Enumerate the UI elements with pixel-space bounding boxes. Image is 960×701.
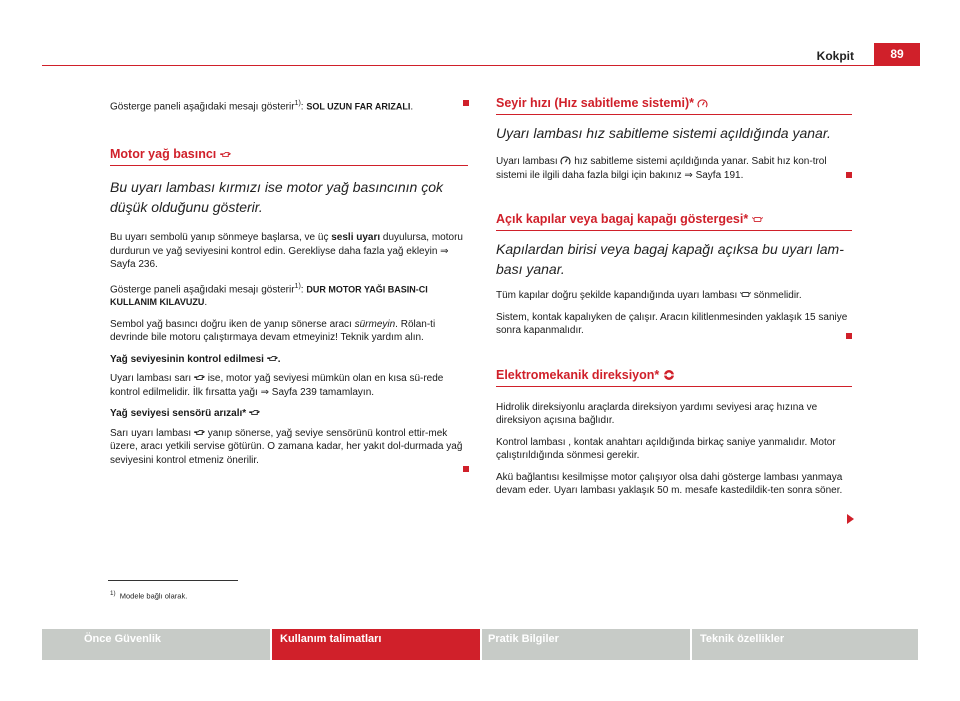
intro-paragraph: Gösterge paneli aşağıdaki mesajı gösterir$^{1)}$: SOL UZUN FAR ARIZALI. [110, 100, 414, 113]
oil-paragraph-3: Sembol yağ basıncı doğru iken de yanıp sönerse aracı sürmeyin. Rölan-ti devrinde bile motoru çalıştırmaya devam etmeyiniz! Teknik yardım alın. [110, 318, 436, 344]
tab-operating-instructions[interactable]: Kullanım talimatları [272, 629, 480, 660]
cruise-paragraph: Uyarı lambası hız sabitleme sistemi açıldığında yanar. Sabit hız kon-trol sistemi ile ilgili daha fazla bilgi için bakınız ⇒ Sayfa 191. [496, 156, 827, 181]
heading-oil-level: Yağ seviyesinin kontrol edilmesi . [110, 353, 281, 365]
cruise-control-icon [560, 156, 571, 165]
oil-can-icon [220, 150, 231, 159]
oil-can-icon [194, 428, 205, 437]
open-door-icon [752, 215, 763, 224]
oil-section [110, 147, 468, 166]
section-title-cruise: Seyir hızı (Hız sabitleme sistemi)* [496, 96, 852, 115]
heading-oil-sensor: Yağ seviyesi sensörü arızalı* [110, 407, 468, 421]
footnote: $^{1)}$ Modele bağlı olarak. [110, 590, 188, 601]
section-subtitle-doors: Kapılardan birisi veya bagaj kapağı açıksa bu uyarı lam-bası yanar. [496, 241, 844, 277]
section-subtitle-oil: Bu uyarı lambası kırmızı ise motor yağ basıncının çok düşük olduğunu gösterir. [110, 179, 444, 215]
section-title-steering: Elektromekanik direksiyon* [496, 368, 852, 387]
tab-practical-info[interactable]: Pratik Bilgiler [482, 629, 690, 660]
section-subtitle-cruise: Uyarı lambası hız sabitleme sistemi açıldığında yanar. [496, 125, 831, 141]
doors-paragraph-2: Sistem, kontak kapalıyken de çalışır. Aracın kilitlenmesinden yaklaşık 15 saniye sonra kapanmalıdır. [496, 311, 848, 336]
open-door-icon [740, 290, 751, 299]
oil-can-icon [267, 354, 278, 363]
oil-body [110, 177, 468, 467]
oil-paragraph-4: Uyarı lambası sarı ise, motor yağ seviyesi mümkün olan en kısa sü-rede kontrol edilmelidir. İlk fırsatta yağı ⇒ Sayfa 239 tamamlayın. [110, 373, 444, 398]
oil-paragraph-5: Sarı uyarı lambası yanıp sönerse, yağ seviye sensörünü kontrol ettir-mek üzere, aracı yetkili servise götürün. O zamana kadar, her yakıt dol-durmada yağ seviyesini kontrol etmeniz önerilir. [110, 427, 463, 466]
page-number-badge: 89 [874, 43, 920, 65]
continue-arrow-icon [847, 514, 854, 524]
display-message: SOL UZUN FAR ARIZALI [306, 101, 411, 112]
oil-paragraph-1: Bu uyarı sembolü yanıp sönmeye başlarsa, ve üç sesli uyarı duyulursa, motoru durdurun ve yağ seviyesini kontrol edin. Gerekliyse daha fazla yağ ekleyin ⇒ Sayfa 236. [110, 232, 463, 270]
left-column [110, 97, 462, 114]
oil-paragraph-2: Gösterge paneli aşağıdaki mesajı gösterir$^{1)}$: DUR MOTOR YAĞI BASIN-CI KULLANIM KILAVUZU. [110, 282, 428, 309]
footnote-rule [108, 580, 238, 581]
display-message-stop: DUR MOTOR YAĞI BASIN-CI KULLANIM KILAVUZU [110, 283, 428, 308]
steering-paragraph-2: Kontrol lambası , kontak anahtarı açıldığında birkaç saniye yanmalıdır. Motor çalıştırıldığında sönmesi gerekir. [496, 436, 836, 461]
steering-paragraph-1: Hidrolik direksiyonlu araçlarda direksiyon yardımı seviyesi araç hızına ve direksiyon açısına bağlıdır. [496, 401, 818, 426]
tab-safety[interactable]: Önce Güvenlik [42, 629, 270, 660]
end-square-icon [463, 466, 469, 472]
oil-can-icon [249, 408, 260, 417]
oil-can-icon [194, 373, 205, 382]
header-rule [42, 65, 920, 66]
section-title-doors: Açık kapılar veya bagaj kapağı göstergesi* [496, 212, 852, 231]
end-square-icon [846, 172, 852, 178]
end-square-icon [846, 333, 852, 339]
end-square-icon [463, 100, 469, 106]
doors-paragraph-1: Tüm kapılar doğru şekilde kapandığında uyarı lambası sönmelidir. [496, 290, 802, 301]
section-title-oil-pressure: Motor yağ basıncı [110, 147, 468, 166]
steering-paragraph-3: Akü bağlantısı kesilmişse motor çalışıyor olsa dahi gösterge lambası yanmaya devam eder. Uyarı lambası yaklaşık 50 m. mesafe kastedildik-ten sonra söner. [496, 471, 843, 496]
steering-wheel-icon [663, 369, 675, 381]
tab-technical-specs[interactable]: Teknik özellikler [692, 629, 918, 660]
running-header-title: Kokpit [816, 49, 854, 63]
right-column [496, 96, 852, 498]
cruise-control-icon [697, 99, 708, 108]
